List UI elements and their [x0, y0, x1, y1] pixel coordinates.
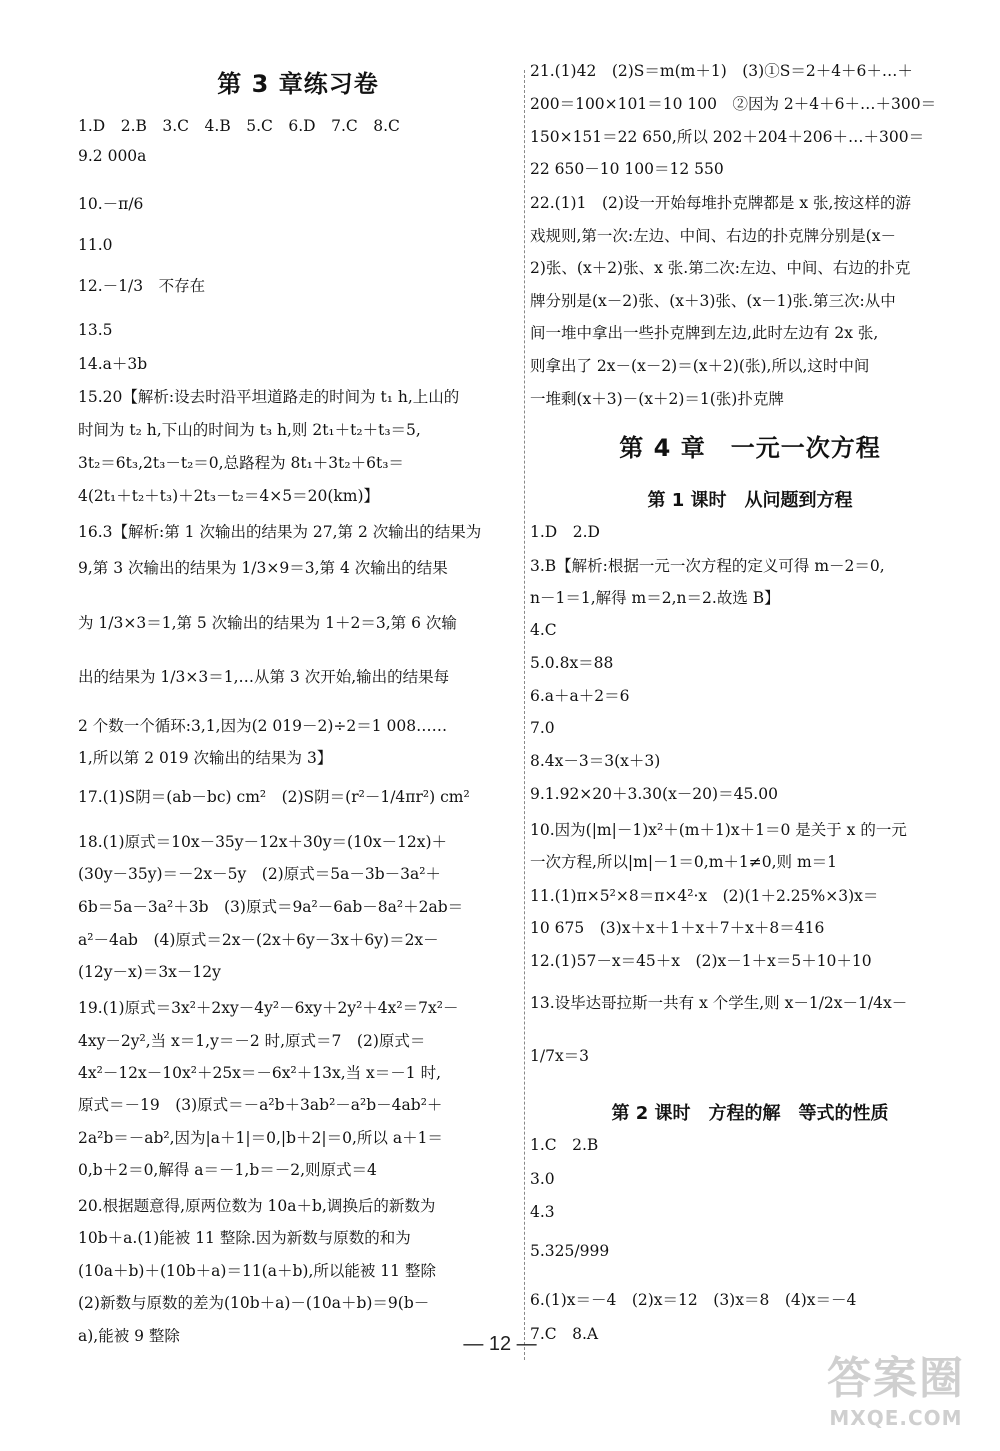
answer-line: 9.1.92×20＋3.30(x－20)＝45.00 [530, 785, 778, 803]
answer-line: 10b＋a.(1)能被 11 整除.因为新数与原数的和为 [78, 1229, 411, 1247]
answer-line: (10a＋b)＋(10b＋a)＝11(a＋b),所以能被 11 整除 [78, 1262, 436, 1280]
column-divider [524, 70, 525, 1360]
answer-line: 4.C [530, 621, 557, 639]
answer-line: 22.(1)1 (2)设一开始每堆扑克牌都是 x 张,按这样的游 [530, 194, 911, 212]
answer-line: 10.－π/6 [78, 195, 144, 213]
answer-line: 一堆剩(x＋3)－(x＋2)＝1(张)扑克牌 [530, 390, 784, 408]
answer-line: 6.(1)x＝－4 (2)x＝12 (3)x＝8 (4)x＝－4 [530, 1291, 857, 1309]
answer-line: 一次方程,所以|m|－1＝0,m＋1≠0,则 m＝1 [530, 853, 838, 871]
answer-line: (12y－x)＝3x－12y [78, 963, 221, 981]
answer-line: 5.325/999 [530, 1242, 610, 1260]
answer-line: a²－4ab (4)原式＝2x－(2x＋6y－3x＋6y)＝2x－ [78, 931, 439, 949]
section-heading: 第 4 章 一元一次方程 [619, 434, 881, 462]
answer-line: a),能被 9 整除 [78, 1327, 180, 1345]
answer-line: 1.C 2.B [530, 1136, 599, 1154]
answer-line: 18.(1)原式＝10x－35y－12x＋30y＝(10x－12x)＋ [78, 833, 448, 851]
answer-line: 150×151＝22 650,所以 202＋204＋206＋…＋300＝ [530, 128, 925, 146]
answer-line: 13.5 [78, 321, 113, 339]
answer-line: 11.(1)π×5²×8＝π×4²·x (2)(1＋2.25%×3)x＝ [530, 887, 879, 905]
answer-line: 2 个数一个循环:3,1,因为(2 019－2)÷2＝1 008…… [78, 717, 448, 735]
answer-line: 10.因为(|m|－1)x²＋(m＋1)x＋1＝0 是关于 x 的一元 [530, 821, 907, 839]
answer-line: 17.(1)S阴＝(ab－bc) cm² (2)S阴＝(r²－1/4πr²) cm² [78, 788, 470, 806]
watermark-url: MXQE.COM [829, 1406, 963, 1430]
answer-line: 10 675 (3)x＋x＋1＋x＋7＋x＋8＝416 [530, 919, 825, 937]
answer-line: (2)新数与原数的差为(10b＋a)－(10a＋b)＝9(b－ [78, 1294, 430, 1312]
answer-line: 4.3 [530, 1203, 555, 1221]
answer-line: (30y－35y)＝－2x－5y (2)原式＝5a－3b－3a²＋ [78, 865, 441, 883]
answer-line: 2a²b＝－ab²,因为|a＋1|＝0,|b＋2|＝0,所以 a＋1＝ [78, 1129, 443, 1147]
answer-line: 5.0.8x＝88 [530, 654, 614, 672]
answer-line: 1.D 2.D [530, 523, 600, 541]
answer-line: 为 1/3×3＝1,第 5 次输出的结果为 1＋2＝3,第 6 次输 [78, 614, 457, 632]
answer-line: 21.(1)42 (2)S＝m(m＋1) (3)①S＝2＋4＋6＋…＋ [530, 62, 913, 80]
watermark-text: 答案圈 [827, 1353, 965, 1404]
answer-line: 出的结果为 1/3×3＝1,…从第 3 次开始,输出的结果每 [78, 668, 450, 686]
answer-line: 9,第 3 次输出的结果为 1/3×9＝3,第 4 次输出的结果 [78, 559, 448, 577]
answer-line: 1.D 2.B 3.C 4.B 5.C 6.D 7.C 8.C [78, 117, 400, 135]
answer-line: 1/7x＝3 [530, 1047, 590, 1065]
answer-line: 8.4x－3＝3(x＋3) [530, 752, 661, 770]
answer-line: 11.0 [78, 236, 113, 254]
answer-line: 4(2t₁＋t₂＋t₃)＋2t₃－t₂＝4×5＝20(km)】 [78, 487, 380, 505]
answer-line: 7.0 [530, 719, 555, 737]
answer-line: 15.20【解析:设去时沿平坦道路走的时间为 t₁ h,上山的 [78, 388, 460, 406]
answer-line: 原式＝－19 (3)原式＝－a²b＋3ab²－a²b－4ab²＋ [78, 1096, 443, 1114]
answer-line: n－1＝1,解得 m＝2,n＝2.故选 B】 [530, 589, 780, 607]
answer-line: 3.B【解析:根据一元一次方程的定义可得 m－2＝0, [530, 557, 885, 575]
answer-line: 3t₂＝6t₃,2t₃－t₂＝0,总路程为 8t₁＋3t₂＋6t₃＝ [78, 454, 404, 472]
page-number: — 12 — [463, 1333, 537, 1355]
answer-line: 1,所以第 2 019 次输出的结果为 3】 [78, 749, 333, 767]
answer-line: 2)张、(x＋2)张、x 张.第二次:左边、中间、右边的扑克 [530, 259, 911, 277]
answer-line: 13.设毕达哥拉斯一共有 x 个学生,则 x－1/2x－1/4x－ [530, 994, 908, 1012]
answer-line: 14.a＋3b [78, 355, 148, 373]
answer-line: 22 650－10 100＝12 550 [530, 160, 724, 178]
answer-line: 3.0 [530, 1170, 555, 1188]
answer-line: 4x²－12x－10x²＋25x＝－6x²＋13x,当 x＝－1 时, [78, 1064, 442, 1082]
answer-line: 戏规则,第一次:左边、中间、右边的扑克牌分别是(x－ [530, 227, 896, 245]
section-heading: 第 3 章练习卷 [217, 70, 379, 98]
answer-line: 6b＝5a－3a²＋3b (3)原式＝9a²－6ab－8a²＋2ab＝ [78, 898, 464, 916]
answer-line: 时间为 t₂ h,下山的时间为 t₃ h,则 2t₁＋t₂＋t₃＝5, [78, 421, 421, 439]
answer-line: 16.3【解析:第 1 次输出的结果为 27,第 2 次输出的结果为 [78, 523, 482, 541]
answer-line: 间一堆中拿出一些扑克牌到左边,此时左边有 2x 张, [530, 324, 879, 342]
answer-line: 12.(1)57－x＝45＋x (2)x－1＋x＝5＋10＋10 [530, 952, 872, 970]
answer-line: 0,b＋2＝0,解得 a＝－1,b＝－2,则原式＝4 [78, 1161, 377, 1179]
answer-line: 6.a＋a＋2＝6 [530, 687, 630, 705]
answer-line: 12.－1/3 不存在 [78, 277, 206, 295]
lesson-heading: 第 1 课时 从问题到方程 [647, 490, 853, 511]
answer-line: 牌分别是(x－2)张、(x＋3)张、(x－1)张.第三次:从中 [530, 292, 896, 310]
watermark-logo [806, 1353, 986, 1445]
answer-line: 200＝100×101＝10 100 ②因为 2＋4＋6＋…＋300＝ [530, 95, 937, 113]
answer-line: 19.(1)原式＝3x²＋2xy－4y²－6xy＋2y²＋4x²＝7x²－ [78, 999, 459, 1017]
answer-line: 7.C 8.A [530, 1325, 599, 1343]
answer-line: 9.2 000a [78, 147, 147, 165]
answer-line: 20.根据题意得,原两位数为 10a＋b,调换后的新数为 [78, 1197, 436, 1215]
lesson-heading: 第 2 课时 方程的解 等式的性质 [611, 1103, 889, 1124]
answer-line: 4xy－2y²,当 x＝1,y＝－2 时,原式＝7 (2)原式＝ [78, 1032, 426, 1050]
answer-line: 则拿出了 2x－(x－2)＝(x＋2)(张),所以,这时中间 [530, 357, 870, 375]
